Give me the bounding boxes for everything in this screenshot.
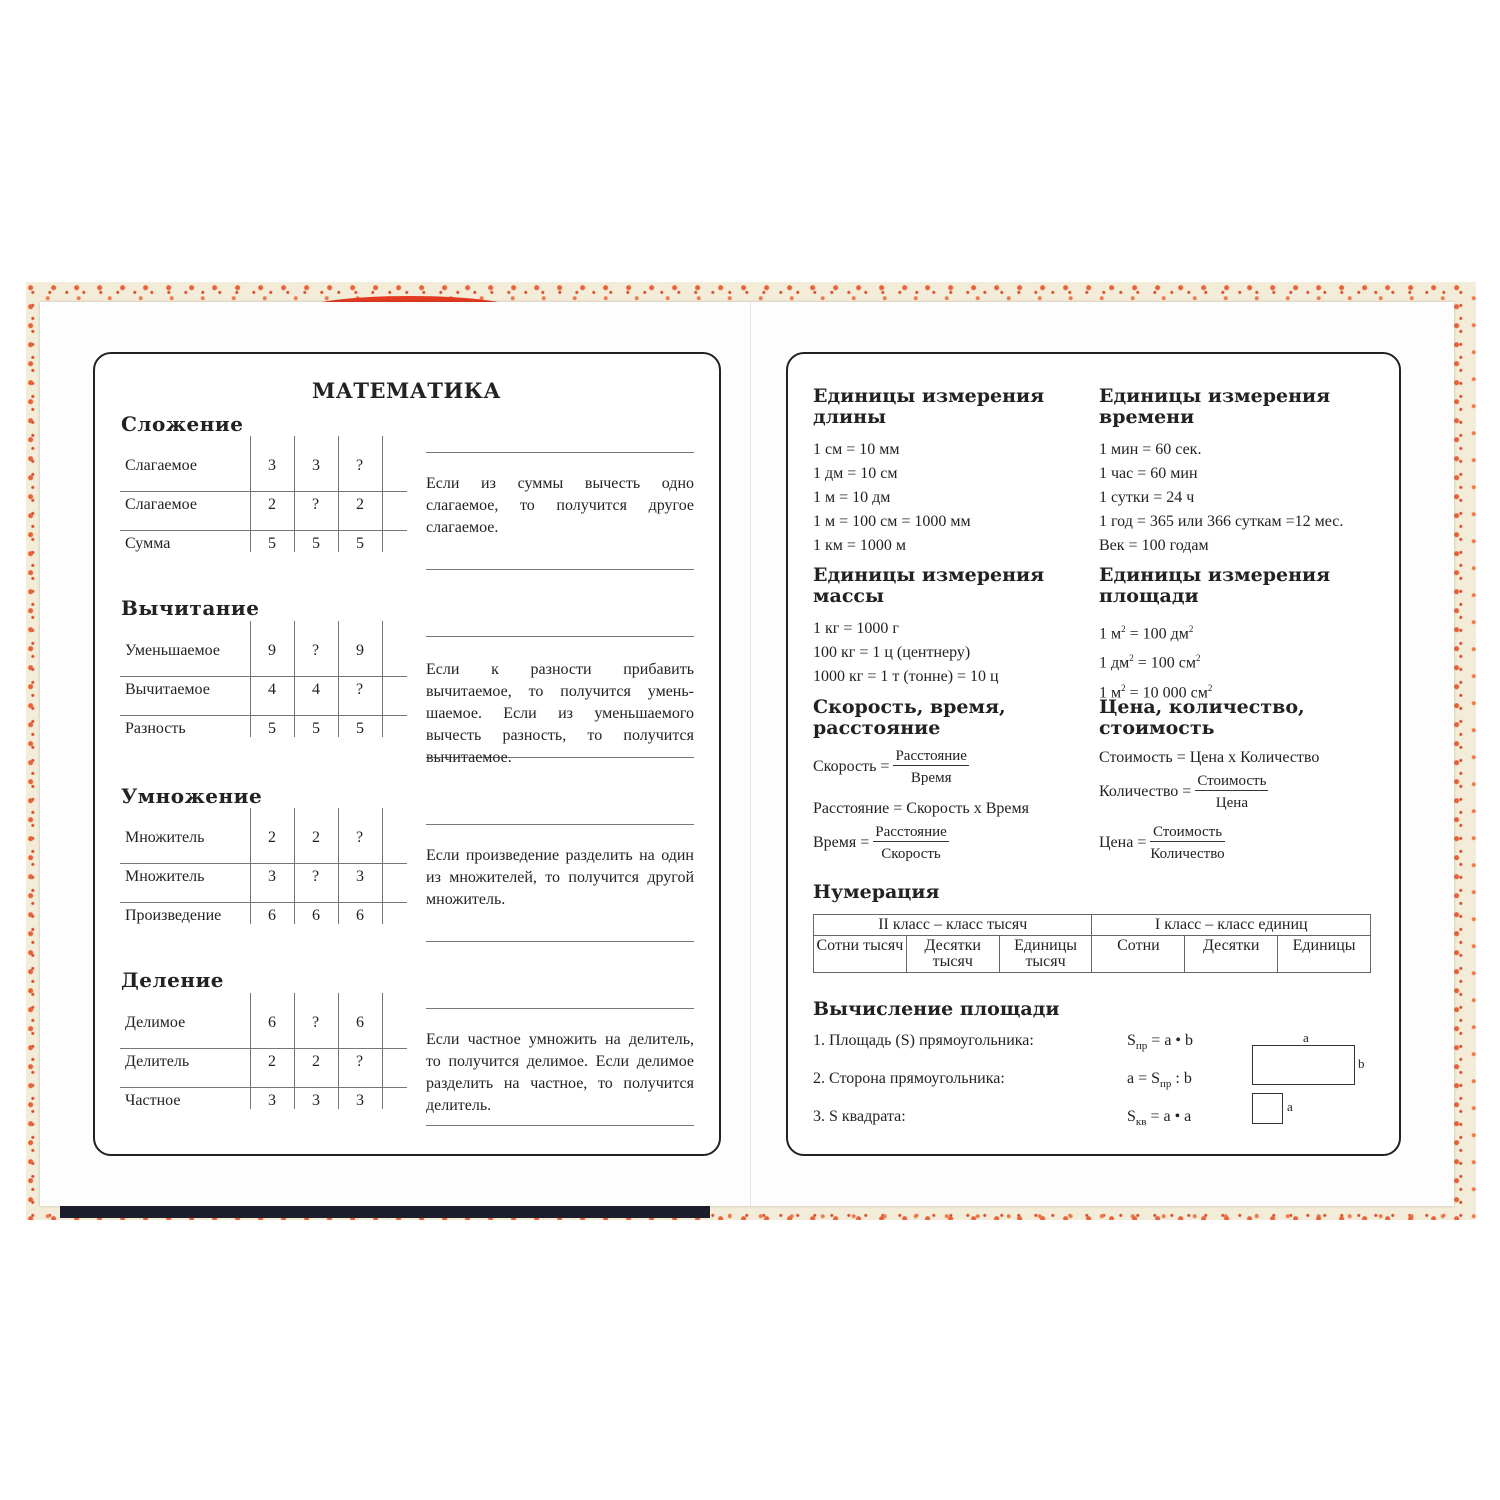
row-label: Множитель (125, 829, 205, 846)
section-heading: Деление (121, 968, 225, 992)
rule-text: Если из суммы вычесть одно слагаемое, то получится другое слагаемое. (426, 474, 694, 536)
unit-item: 1000 кг = 1 т (тонне) = 10 ц (813, 668, 999, 685)
unit-item: 1 час = 60 мин (1099, 465, 1198, 482)
column-divider (382, 808, 383, 924)
row-divider (120, 863, 407, 864)
spread-fold (750, 302, 751, 1206)
quantity-formula: Количество = $\frac{\text{Стоимость}}{\text{Цена}}$ (1099, 773, 1267, 811)
mass-units-heading: Единицы измерения массы (813, 564, 1045, 607)
row-label: Разность (125, 720, 186, 737)
numeration-column: Единицы (1278, 936, 1371, 973)
row-divider (120, 676, 407, 677)
column-divider (294, 993, 295, 1109)
table-value: 5 (312, 720, 320, 737)
table-value: 3 (268, 1092, 276, 1109)
section-heading: Вычитание (121, 596, 260, 620)
column-divider (294, 808, 295, 924)
rule-bottom-line (426, 1125, 694, 1126)
unit-item: 1 кг = 1000 г (813, 620, 899, 637)
rule-text: Если к разности прибавить вычитаемое, то получится уменьшаемое. Если из уменьшаемого вычесть разность, то получится вычитаемое. (426, 660, 694, 766)
table-value: 9 (268, 642, 276, 659)
area-units-heading: Единицы измерения площади (1099, 564, 1331, 607)
unit-item: 1 м = 10 дм (813, 489, 891, 506)
row-divider (120, 491, 407, 492)
rule-bottom-line (426, 941, 694, 942)
math-reference-left-card (93, 352, 721, 1156)
rect-area-formula: $S_{пр} = a$ • b (1127, 1032, 1194, 1053)
row-divider (120, 902, 407, 903)
row-label: Делитель (125, 1053, 190, 1070)
column-divider (250, 808, 251, 924)
class-units: I класс – класс единиц (1092, 915, 1371, 936)
row-divider (120, 715, 407, 716)
square-area-label: 3. S квадрата: (813, 1108, 906, 1125)
table-value: ? (312, 868, 320, 885)
table-value: 3 (268, 868, 276, 885)
table-value: 5 (356, 535, 364, 552)
table-value: ? (356, 457, 364, 474)
column-divider (294, 436, 295, 552)
unit-item: 1 см = 10 мм (813, 441, 900, 458)
row-divider (120, 1048, 407, 1049)
numeration-column: Сотни тысяч (814, 936, 907, 973)
row-label: Уменьшаемое (125, 642, 220, 659)
row-divider (120, 1087, 407, 1088)
table-value: ? (312, 496, 320, 513)
numeration-column: Сотни (1092, 936, 1185, 973)
table-value: ? (356, 1053, 364, 1070)
page-title: МАТЕМАТИКА (312, 378, 502, 403)
table-value: 6 (312, 907, 320, 924)
square-side-a-label: a (1287, 1099, 1293, 1114)
table-value: ? (312, 642, 320, 659)
numeration-heading: Нумерация (813, 881, 940, 903)
rule-top-line (426, 452, 694, 453)
rule-top-line (426, 636, 694, 637)
unit-item: 100 кг = 1 ц (центнеру) (813, 644, 971, 661)
row-label: Сумма (125, 535, 171, 552)
numeration-column: Десятки (1185, 936, 1278, 973)
table-value: 6 (356, 907, 364, 924)
table-value: 4 (312, 681, 320, 698)
row-label: Частное (125, 1092, 181, 1109)
rect-side-formula: $a = S_{пр}$ : b (1127, 1070, 1192, 1091)
mass-units-list (813, 617, 999, 689)
table-value: 6 (268, 907, 276, 924)
math-reference-right-card (786, 352, 1401, 1156)
unit-item: 1 $дм^2 = 100$ $см^2$ (1099, 653, 1201, 672)
speed-heading: Скорость, время, расстояние (813, 696, 1006, 739)
column-divider (250, 621, 251, 737)
square-area-formula: $S_{кв} = a$ • a (1127, 1108, 1192, 1129)
rect-side-a-label: a (1303, 1030, 1309, 1045)
unit-item: 1 год = 365 или 366 суткам =12 мес. (1099, 513, 1344, 530)
table-value: 2 (312, 1053, 320, 1070)
rule-bottom-line (426, 569, 694, 570)
rect-side-b-label: b (1358, 1056, 1365, 1071)
row-divider (120, 530, 407, 531)
numeration-column: Десятки тысяч (906, 936, 999, 973)
speed-formula: Скорость = $\frac{\text{Расстояние}}{\text{Время}}$ (813, 748, 967, 786)
table-value: 6 (268, 1014, 276, 1031)
row-label: Слагаемое (125, 457, 197, 474)
distance-formula: Расстояние = Скорость х Время (813, 800, 1029, 817)
table-value: 9 (356, 642, 364, 659)
table-value: 6 (356, 1014, 364, 1031)
unit-item: 1 дм = 10 см (813, 465, 898, 482)
table-value: 5 (268, 720, 276, 737)
rectangle-diagram (1252, 1045, 1355, 1085)
row-label: Делимое (125, 1014, 186, 1031)
column-divider (338, 808, 339, 924)
column-divider (250, 993, 251, 1109)
column-divider (382, 993, 383, 1109)
length-units-list (813, 438, 971, 558)
row-label: Слагаемое (125, 496, 197, 513)
table-value: 2 (268, 1053, 276, 1070)
rule-text: Если произведение разделить на один из множителей, то получится другой множитель. (426, 846, 694, 908)
unit-item: 1 км = 1000 м (813, 537, 907, 554)
rule-top-line (426, 824, 694, 825)
table-value: 5 (356, 720, 364, 737)
table-value: 3 (356, 868, 364, 885)
table-value: ? (356, 829, 364, 846)
table-value: 2 (312, 829, 320, 846)
table-value: 5 (312, 535, 320, 552)
table-value: ? (356, 681, 364, 698)
rule-top-line (426, 1008, 694, 1009)
unit-item: 1 м = 100 см = 1000 мм (813, 513, 971, 530)
unit-item: Век = 100 годам (1099, 537, 1209, 554)
column-divider (382, 621, 383, 737)
column-divider (250, 436, 251, 552)
table-value: 4 (268, 681, 276, 698)
unit-item: 1 мин = 60 сек. (1099, 441, 1202, 458)
row-label: Множитель (125, 868, 205, 885)
numeration-table (813, 914, 1371, 973)
rect-side-label: 2. Сторона прямоугольника: (813, 1070, 1005, 1087)
table-value: 2 (268, 829, 276, 846)
table-value: ? (312, 1014, 320, 1031)
cost-formula: Стоимость = Цена х Количество (1099, 749, 1320, 766)
column-divider (338, 993, 339, 1109)
column-divider (382, 436, 383, 552)
class-thousands: II класс – класс тысяч (814, 915, 1092, 936)
table-value: 3 (268, 457, 276, 474)
rule-text: Если частное умножить на делитель, то получится делимое. Если делимое разделить на частное, то получится делитель. (426, 1030, 694, 1114)
square-diagram (1252, 1093, 1283, 1124)
unit-item: 1 $м^2 = 10$ 000 $см^2$ (1099, 682, 1213, 701)
table-value: 2 (356, 496, 364, 513)
price-heading: Цена, количество, стоимость (1099, 696, 1305, 739)
table-value: 5 (268, 535, 276, 552)
column-divider (294, 621, 295, 737)
time-units-heading: Единицы измерения времени (1099, 385, 1331, 428)
row-label: Вычитаемое (125, 681, 210, 698)
length-units-heading: Единицы измерения длины (813, 385, 1045, 428)
rect-area-label: 1. Площадь (S) прямоугольника: (813, 1032, 1034, 1049)
time-units-list (1099, 438, 1343, 558)
table-value: 3 (312, 1092, 320, 1109)
price-formula: Цена = $\frac{\text{Стоимость}}{\text{Количество}}$ (1099, 824, 1225, 862)
area-units-list (1099, 617, 1212, 705)
area-calc-heading: Вычисление площади (813, 998, 1060, 1020)
column-divider (338, 436, 339, 552)
column-divider (338, 621, 339, 737)
table-value: 3 (312, 457, 320, 474)
table-value: 2 (268, 496, 276, 513)
table-value: 3 (356, 1092, 364, 1109)
time-formula: Время = $\frac{\text{Расстояние}}{\text{Скорость}}$ (813, 824, 947, 862)
unit-item: 1 $м^2 = 100$ $дм^2$ (1099, 624, 1194, 643)
unit-item: 1 сутки = 24 ч (1099, 489, 1195, 506)
numeration-column: Единицы тысяч (999, 936, 1092, 973)
section-heading: Сложение (121, 412, 244, 436)
row-label: Произведение (125, 907, 222, 924)
section-heading: Умножение (121, 784, 263, 808)
